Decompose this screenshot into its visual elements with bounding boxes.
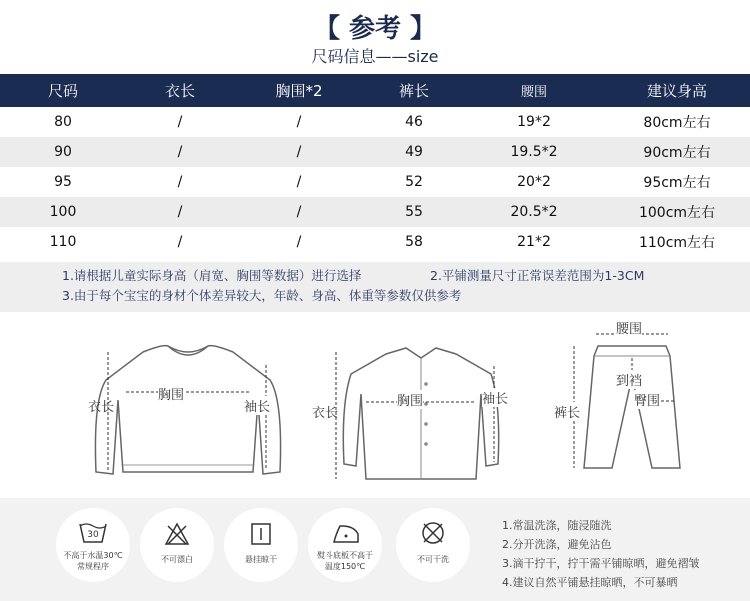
cell-height: 80cm左右	[643, 115, 711, 131]
table-header-row	[0, 74, 750, 107]
page-subtitle: 尺码信息——size	[311, 47, 439, 66]
cell-pants-length: 58	[405, 234, 423, 250]
cell-chest: /	[296, 144, 302, 160]
header-height: 建议身高	[646, 82, 707, 100]
table-row	[0, 227, 750, 257]
iron-caption-1: 熨斗底板不高于	[317, 551, 373, 560]
care-tip: 2.分开洗涤，避免沾色	[502, 538, 612, 551]
cell-length: /	[177, 174, 183, 190]
dryclean-caption: 不可干洗	[417, 555, 449, 564]
iron-caption-2: 温度150℃	[324, 562, 366, 571]
sweater-length-label: 衣长	[88, 400, 115, 415]
cell-size: 110	[49, 234, 77, 250]
cell-size: 90	[54, 144, 72, 160]
shirt-diagram	[326, 344, 516, 484]
table-row	[0, 167, 750, 197]
sweater-sleeve-label: 袖长	[244, 396, 270, 415]
size-notes	[0, 262, 750, 312]
shirt-chest-label: 胸围	[397, 390, 423, 409]
pants-rise-label: 到裆	[616, 370, 642, 389]
cell-size: 80	[54, 114, 72, 130]
cell-pants-length: 55	[405, 204, 423, 220]
hang-caption: 悬挂晾干	[245, 555, 277, 564]
header-chest: 胸围*2	[275, 82, 323, 100]
cell-chest: /	[296, 204, 302, 220]
care-item-bleach	[140, 508, 214, 582]
pants-diagram	[558, 326, 688, 476]
cell-waist: 21*2	[517, 234, 551, 250]
cell-pants-length: 49	[405, 144, 423, 160]
header-waist: 腰围	[520, 85, 547, 100]
wash-temp-number: 30	[87, 530, 99, 540]
cell-chest: /	[296, 234, 302, 250]
cell-waist: 19.5*2	[510, 144, 558, 160]
care-item-hang	[224, 508, 298, 582]
no-dry-clean-icon	[420, 520, 446, 546]
measurement-diagrams	[8, 322, 748, 492]
cell-chest: /	[296, 174, 302, 190]
shirt-sleeve-label: 袖长	[482, 388, 508, 407]
no-bleach-icon	[164, 522, 190, 546]
cell-waist: 20.5*2	[510, 204, 558, 220]
page-title: 【 参考 】	[313, 14, 437, 44]
hang-dry-icon	[250, 522, 272, 546]
table-row	[0, 107, 750, 137]
wash-caption-1: 不高于水温30℃	[63, 551, 123, 560]
cell-length: /	[177, 144, 183, 160]
pants-waist-label: 腰围	[616, 318, 642, 337]
header-size: 尺码	[47, 82, 78, 100]
cell-height: 110cm左右	[638, 235, 716, 251]
care-tips	[502, 516, 700, 592]
pants-length-label: 裤长	[554, 402, 580, 421]
care-item-dryclean	[396, 508, 470, 582]
care-tip: 1.常温洗涤，随浸随洗	[502, 519, 612, 532]
care-tip: 3.滴干拧干，拧干需平铺晾晒，避免褶皱	[502, 557, 700, 570]
cell-length: /	[177, 234, 183, 250]
sweater-chest-label: 胸围	[158, 384, 184, 403]
header-pants-length: 裤长	[398, 82, 429, 100]
care-instructions	[0, 498, 750, 601]
care-item-iron	[308, 508, 382, 582]
table-row	[0, 137, 750, 167]
cell-height: 95cm左右	[643, 175, 711, 191]
bleach-caption: 不可漂白	[161, 555, 193, 564]
care-tip: 4.建议自然平铺悬挂晾晒，不可暴晒	[502, 576, 678, 589]
cell-length: /	[177, 204, 183, 220]
table-row	[0, 197, 750, 227]
iron-icon	[330, 522, 360, 546]
note-2: 2.平铺测量尺寸正常误差范围为1-3CM	[430, 268, 645, 283]
cell-height: 100cm左右	[638, 205, 716, 221]
wash-caption-2: 常规程序	[77, 562, 109, 571]
cell-size: 95	[54, 174, 72, 190]
shirt-length-label: 衣长	[312, 406, 339, 421]
cell-pants-length: 52	[405, 174, 423, 190]
cell-pants-length: 46	[405, 114, 423, 130]
care-item-wash	[56, 508, 130, 582]
cell-height: 90cm左右	[643, 145, 711, 161]
note-3: 3.由于每个宝宝的身材个体差异较大，年龄、身高、体重等参数仅供参考	[62, 288, 462, 303]
cell-chest: /	[296, 114, 302, 130]
header-length: 衣长	[164, 82, 195, 100]
cell-length: /	[177, 114, 183, 130]
pants-hip-label: 臀围	[634, 390, 660, 409]
cell-waist: 20*2	[517, 174, 551, 190]
size-table	[0, 74, 750, 257]
cell-waist: 19*2	[517, 114, 551, 130]
cell-size: 100	[49, 204, 77, 220]
note-1: 1.请根据儿童实际身高（肩宽、胸围等数据）进行选择	[62, 268, 362, 283]
